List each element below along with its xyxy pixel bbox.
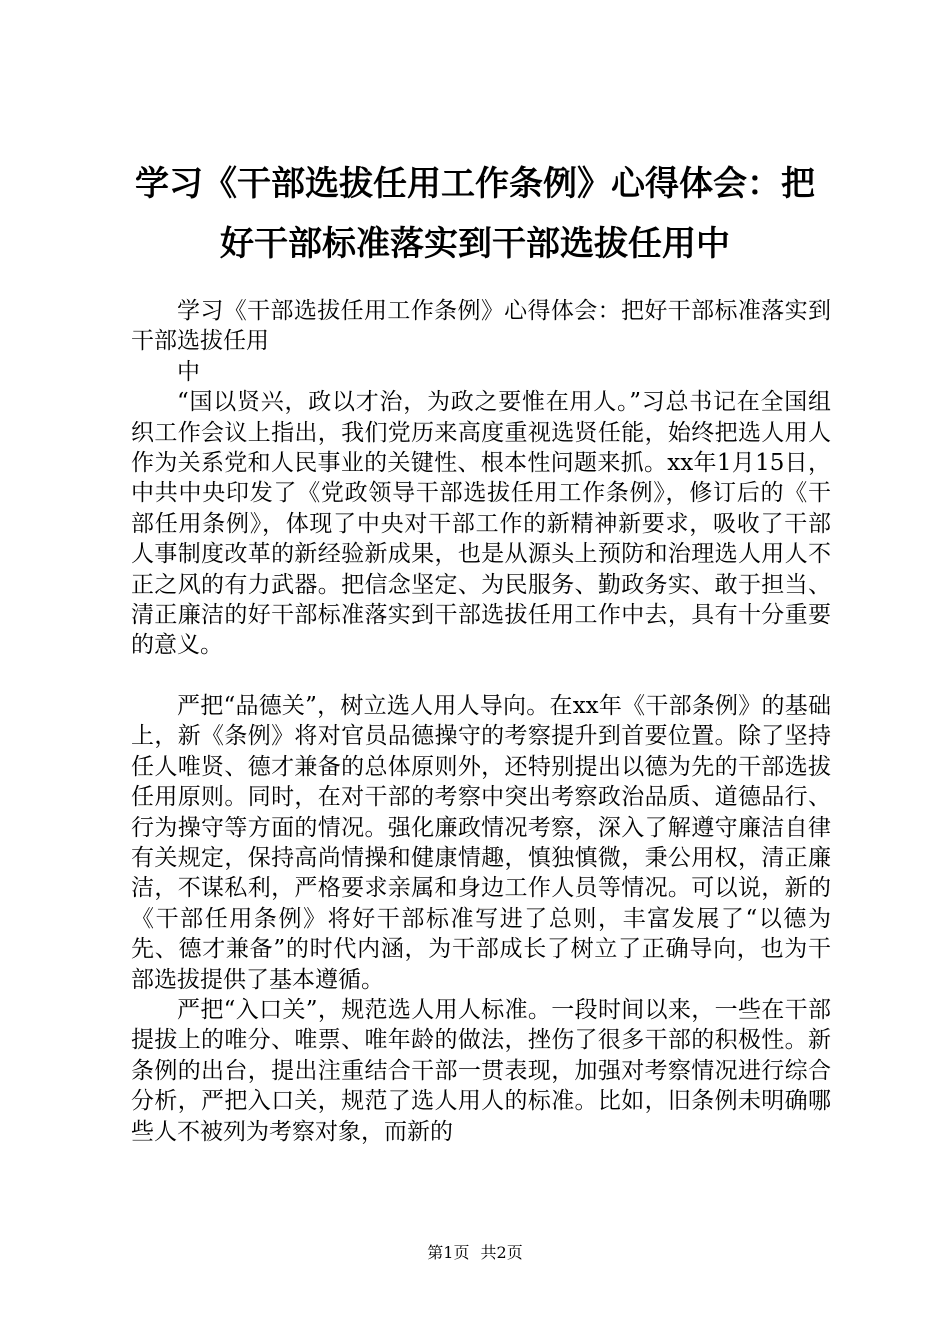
lede-paragraph: 学习《干部选拔任用工作条例》心得体会：把好干部标准落实到干部选拔任用 bbox=[131, 298, 831, 355]
body-paragraph-3: 严把“入口关”，规范选人用人标准。一段时间以来，一些在干部提拔上的唯分、唯票、唯年龄的做法，挫伤了很多干部的积极性。新条例的出台，提出注重结合干部一贯表现，加强对考察情况进行综合分析，严把入口关，规范了选人用人的标准。比如，旧条例未明确哪些人不被列为考察对象，而新的 bbox=[131, 996, 831, 1145]
lede-paragraph-tail: 中 bbox=[177, 358, 200, 385]
document-title-line-1: 学习《干部选拔任用工作条例》心得体会：把 bbox=[135, 164, 815, 204]
page-number: 第1页 bbox=[427, 1243, 470, 1262]
page-footer bbox=[0, 1243, 950, 1263]
body-paragraph-2: 严把“品德关”，树立选人用人导向。在xx年《干部条例》的基础上，新《条例》将对官员品德操守的考察提升到首要位置。除了坚持任人唯贤、德才兼备的总体原则外，还特别提出以德为先的干部选拔任用原则。同时，在对干部的考察中突出考察政治品质、道德品行、行为操守等方面的情况。强化廉政情况考察，深入了解遵守廉洁自律有关规定，保持高尚情操和健康情趣，慎独慎微，秉公用权，清正廉洁，不谋私利，严格要求亲属和身边工作人员等情况。可以说，新的《干部任用条例》将好干部标准写进了总则，丰富发展了“以德为先、德才兼备”的时代内涵，为干部成长了树立了正确导向，也为干部选拔提供了基本遵循。 bbox=[131, 692, 831, 993]
document-title-line-2: 好干部标准落实到干部选拔任用中 bbox=[220, 224, 730, 264]
document-body bbox=[131, 296, 831, 1147]
page-total: 共2页 bbox=[480, 1243, 523, 1262]
body-paragraph-1: “国以贤兴，政以才治，为政之要惟在用人。”习总书记在全国组织工作会议上指出，我们党历来高度重视选贤任能，始终把选人用人作为关系党和人民事业的关键性、根本性问题来抓。xx年1月15日，中共中央印发了《党政领导干部选拔任用工作条例》，修订后的《干部任用条例》，体现了中央对干部工作的新精神新要求，吸收了干部人事制度改革的新经验新成果，也是从源头上预防和治理选人用人不正之风的有力武器。把信念坚定、为民服务、勤政务实、敢于担当、清正廉洁的好干部标准落实到干部选拔任用工作中去，具有十分重要的意义。 bbox=[131, 389, 831, 659]
